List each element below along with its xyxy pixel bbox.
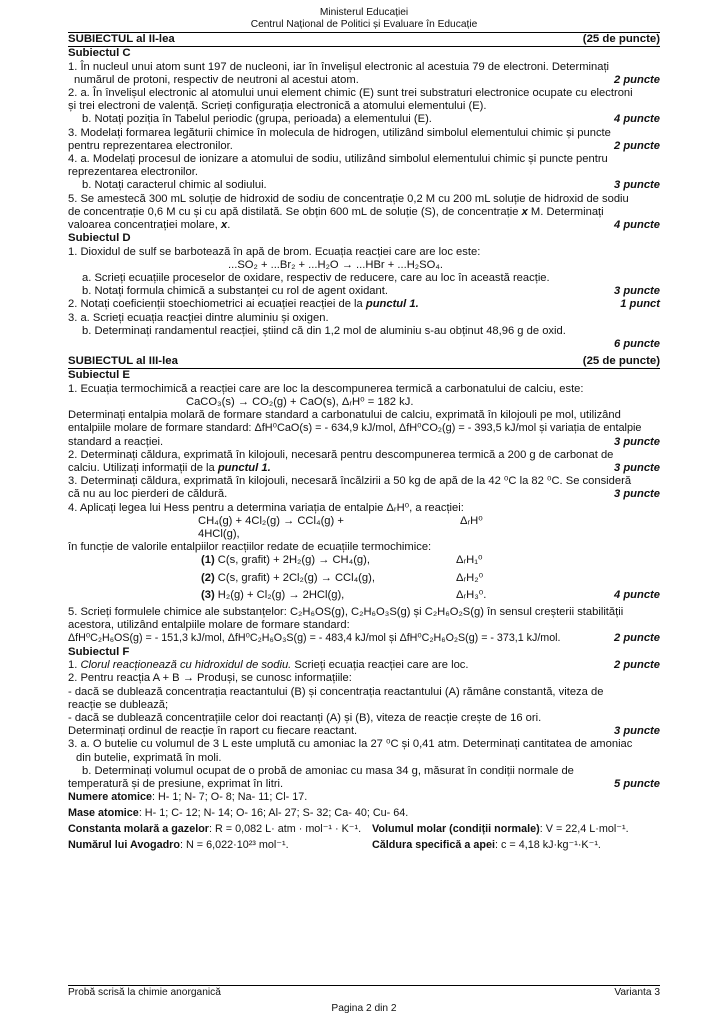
e-q1: 1. Ecuația termochimică a reacției care are loc la descompunerea termică a carbonatului de calciu, este: (68, 382, 584, 395)
c-q3-line2: pentru reprezentarea electronilor. 2 puncte (68, 139, 660, 152)
section-2-title: SUBIECTUL al II-lea (68, 33, 175, 45)
e-q1-line3: entalpiile molare de formare standard: ΔfH⁰CaO(s) = - 634,9 kJ/mol, ΔfH⁰CO₂(g) = - 393,5 kJ/mol și variația de entalpie (68, 422, 642, 435)
section-3-title: SUBIECTUL al III-lea (68, 355, 178, 368)
e-q3-line2: că nu au loc pierderi de căldură. 3 puncte (68, 488, 660, 501)
center-name: Centrul Național de Politici și Evaluare în Educație (250, 19, 478, 30)
c-q4a-line2: reprezentarea electronilor. (68, 166, 198, 179)
d-q2-points: 1 punct (620, 298, 660, 311)
c-q3-points: 2 puncte (613, 139, 660, 152)
c-q5-line2: de concentrație 0,6 M cu și cu apă distilată. Se obțin 600 mL de soluție (S), de concentrație x M. Determinați (68, 205, 604, 218)
c-q1-points: 2 puncte (613, 73, 660, 86)
e-q3: 3. Determinați căldura, exprimată în kilojouli, necesară încălzirii a 50 kg de apă de la 42 ⁰C la 82 ⁰C. Se consideră (68, 475, 632, 488)
c-q2b: b. Notați poziția în Tabelul periodic (grupa, perioada) a elementului (E). 4 puncte (82, 113, 660, 126)
c-q5-line3: valoarea concentrației molare, x. 4 puncte (68, 218, 660, 231)
constants-block (68, 791, 660, 852)
ministry-name: Ministerul Educației (319, 7, 409, 18)
section-2-title-bar (68, 33, 660, 47)
f-q2a-line2: reacție se dublează; (68, 698, 169, 711)
e-q3-points: 3 puncte (613, 488, 660, 501)
f-q3-points: 5 puncte (613, 777, 660, 790)
f-q2c: Determinați ordinul de reacție în raport cu fiecare reactant. 3 puncte (68, 725, 660, 738)
c-q2a-line2: și trei electroni de valență. Scrieți configurația electronică a atomului elementului (E). (68, 100, 487, 113)
f-q2: 2. Pentru reacția A + B → Produși, se cunosc informațiile: (68, 672, 352, 685)
f-q3b-line2: temperatură și de presiune, exprimat în litri. 5 puncte (68, 777, 660, 790)
e-q1-line2: Determinați entalpia molară de formare standard a carbonatului de calciu, exprimată în kilojouli pe mol, utilizând (68, 409, 621, 422)
f-q3a-line2: din butelie, exprimată în moli. (76, 751, 222, 764)
c-q5-line1: 5. Se amestecă 300 mL soluție de hidroxid de sodiu de concentrație 0,2 M cu 200 mL soluție de hidroxid de sodiu (68, 192, 629, 205)
section-3-title-bar (68, 355, 660, 369)
avogadro-number: Numărul lui Avogadro: N = 6,022·10²³ mol⁻¹. (68, 839, 289, 852)
e-q5: 5. Scrieți formulele chimice ale substanțelor: C₂H₆OS(g), C₂H₆O₃S(g) și C₂H₆O₂S(g) în sensul creșterii stabilității (68, 606, 624, 619)
e-q4-points: 4 puncte (613, 588, 660, 601)
subject-c-title: Subiectul C (68, 47, 131, 59)
f-q3b: b. Determinați volumul ocupat de o probă de amoniac cu masa 34 g, măsurat în condiții normale de (82, 764, 574, 777)
exam-page (68, 0, 660, 852)
atomic-numbers: Numere atomice: H- 1; N- 7; O- 8; Na- 11; Cl- 17. (68, 791, 308, 804)
e-q1-line4: standard a reacției. 3 puncte (68, 435, 660, 448)
d-q3a: 3. a. Scrieți ecuația reacției dintre aluminiu și oxigen. (68, 311, 329, 324)
c-q1-line2: numărul de protoni, respectiv de neutroni al acestui atom. 2 puncte (74, 73, 660, 86)
f-q2-points: 3 puncte (613, 725, 660, 738)
e-q2: 2. Determinați căldura, exprimată în kilojouli, necesară pentru descompunerea termică a 200 g de carbonat de (68, 448, 614, 461)
e-q4: 4. Aplicați legea lui Hess pentru a determina variația de entalpie ΔᵣH⁰, a reacției: (68, 501, 464, 514)
gas-constant: Constanta molară a gazelor: R = 0,082 L· atm · mol⁻¹ · K⁻¹. (68, 823, 362, 836)
f-q1-points: 2 puncte (613, 659, 660, 672)
molar-volume: Volumul molar (condiții normale): V = 22,4 L·mol⁻¹. (372, 823, 629, 836)
d-q3-points: 6 puncte (613, 338, 660, 351)
e-q4-reaction-1: (1) C(s, grafit) + 2H₂(g) → CH₄(g), ΔᵣH₁⁰ (201, 554, 483, 567)
e-q5-line2: acestora, utilizând entalpiile molare de formare standard: (68, 619, 350, 632)
d-q1-equation: ...SO₂ + ...Br₂ + ...H₂O → ...HBr + ...H₂SO₄. (228, 258, 443, 271)
e-q4-reaction-3: (3) H₂(g) + Cl₂(g) → 2HCl(g), ΔᵣH₃⁰. 4 puncte (201, 588, 660, 601)
d-q1-points: 3 puncte (613, 285, 660, 298)
e-q1-equation: CaCO₃(s) → CO₂(g) + CaO(s), ΔᵣH⁰ = 182 kJ. (186, 395, 414, 408)
c-q4b: b. Notați caracterul chimic al sodiului. 3 puncte (82, 179, 660, 192)
d-q1: 1. Dioxidul de sulf se barbotează în apă de brom. Ecuația reacției care are loc este: (68, 245, 481, 258)
section-3-points: (25 de puncte) (582, 355, 660, 368)
page-footer (68, 985, 660, 1015)
e-q5-points: 2 puncte (613, 632, 660, 645)
specific-heat-water: Căldura specifică a apei: c = 4,18 kJ·kg⁻¹·K⁻¹. (372, 839, 601, 852)
footer-exam-name: Probă scrisă la chimie anorganică (68, 987, 221, 998)
d-q2: 2. Notați coeficienții stoechiometrici ai ecuației reacției de la punctul 1. 1 punct (68, 298, 660, 311)
e-q2-line2: calciu. Utilizați informații de la punctul 1. 3 puncte (68, 461, 660, 474)
f-q2a: - dacă se dublează concentrația reactantului (B) și concentrația reactantului (A) rămâne constantă, viteza de (68, 685, 604, 698)
e-q4-reaction: CH₄(g) + 4Cl₂(g) → CCl₄(g) + 4HCl(g), ΔᵣH⁰ (198, 514, 483, 540)
e-q4-reaction-2: (2) C(s, grafit) + 2Cl₂(g) → CCl₄(g), ΔᵣH₂⁰ (201, 571, 484, 584)
c-q2a-line1: 2. a. În învelișul electronic al atomului unui element chimic (E) sunt trei substraturi electronice ocupate cu electroni (68, 86, 633, 99)
f-q2b: - dacă se dublează concentrațiile celor doi reactanți (A) și (B), viteza de reacție crește de 16 ori. (68, 711, 542, 724)
c-q4-points: 3 puncte (613, 179, 660, 192)
c-q4a-line1: 4. a. Modelați procesul de ionizare a atomului de sodiu, utilizând simbolul elementului chimic și puncte pentru (68, 152, 608, 165)
subject-d-title: Subiectul D (68, 232, 131, 245)
d-q3b: b. Determinați randamentul reacției, știind că din 1,2 mol de aluminiu s-au obținut 48,96 g de oxid. (82, 324, 566, 337)
e-q1-points: 3 puncte (613, 435, 660, 448)
subject-e-title: Subiectul E (68, 369, 131, 382)
e-q4-line2: în funcție de valorile entalpiilor reacțiilor redate de ecuațiile termochimice: (68, 541, 432, 554)
e-q2-points: 3 puncte (613, 461, 660, 474)
footer-page-number: Pagina 2 din 2 (331, 1003, 397, 1014)
atomic-masses: Mase atomice: H- 1; C- 12; N- 14; O- 16; Al- 27; S- 32; Ca- 40; Cu- 64. (68, 807, 409, 820)
d-q1b: b. Notați formula chimică a substanței cu rol de agent oxidant. 3 puncte (82, 285, 660, 298)
page-header (68, 0, 660, 31)
subject-f-title: Subiectul F (68, 645, 130, 658)
d-q3-points-row (68, 338, 660, 351)
f-q3a: 3. a. O butelie cu volumul de 3 L este umplută cu amoniac la 27 ⁰C și 0,41 atm. Determinați cantitatea de amoniac (68, 738, 633, 751)
c-q2-points: 4 puncte (613, 113, 660, 126)
d-q1a: a. Scrieți ecuațiile proceselor de oxidare, respectiv de reducere, care au loc în această reacție. (82, 272, 550, 285)
c-q3-line1: 3. Modelați formarea legăturii chimice în molecula de hidrogen, utilizând simbolul elementului chimic și puncte (68, 126, 611, 139)
footer-variant: Varianta 3 (614, 987, 660, 998)
c-q5-points: 4 puncte (613, 218, 660, 231)
e-q5-line3: ΔfH⁰C₂H₆OS(g) = - 151,3 kJ/mol, ΔfH⁰C₂H₆O₃S(g) = - 483,4 kJ/mol și ΔfH⁰C₂H₆O₂S(g) = - 373,1 kJ/mol. 2 puncte (68, 632, 660, 645)
f-q1: 1. Clorul reacționează cu hidroxidul de sodiu. Scrieți ecuația reacției care are loc. 2 puncte (68, 659, 660, 672)
section-2-points: (25 de puncte) (582, 33, 660, 45)
c-q1-line1: 1. În nucleul unui atom sunt 197 de nucleoni, iar în învelișul electronic al acestuia 79 de electroni. Determinați (68, 60, 610, 73)
